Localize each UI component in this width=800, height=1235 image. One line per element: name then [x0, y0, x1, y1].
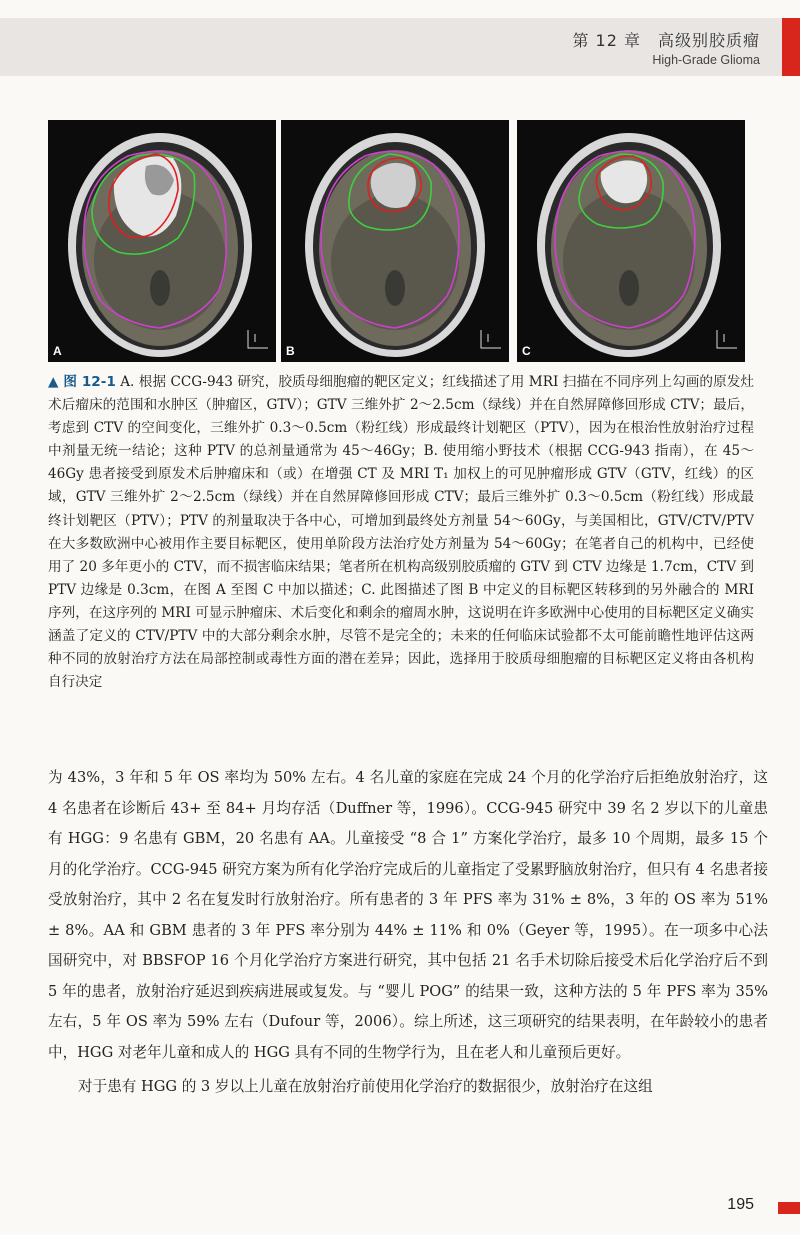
panel-label-b: B — [286, 344, 295, 358]
body-text — [48, 763, 768, 1103]
panel-label-a: A — [53, 344, 62, 358]
chapter-subtitle: High-Grade Glioma — [652, 53, 760, 67]
mri-image-c — [517, 120, 745, 362]
figure-caption-text: A. 根据 CCG-943 研究，胶质母细胞瘤的靶区定义；红线描述了用 MRI 扫描在不同序列上勾画的原发灶术后瘤床的范围和水肿区（肿瘤区，GTV）；GTV 三维外扩 2～2.5cm（绿线）并在自然屏障修回形成 CTV；最后，考虑到 CTV 的空间变化，三维外扩 0.3～0.5cm（粉红线）形成最终计划靶区（PTV），因为在根治性放射治疗过程中剂量无统一结论；这种 PTV 的总剂量通常为 45～46Gy；B. 使用缩小野技术（根据 CCG-943 指南），在 45～46Gy 患者接受到原发术后肿瘤床和（或）在增强 CT 及 MRI T₁ 加权上的可见肿瘤形成 GTV（GTV，红线）的区域，GTV 三维外扩 2～2.5cm（绿线）并在自然屏障修回形成 CTV；最后三维外扩 0.3～0.5cm（粉红线）形成最终计划靶区（PTV）；PTV 的剂量取决于各中心，可增加到最终处方剂量 54～60Gy，与美国相比，GTV/CTV/PTV 在大多数欧洲中心被用作主要目标靶区，使用单阶段方法治疗处方剂量为 54～60Gy；在笔者自己的机构中，已经使用了 20 多年更小的 CTV，而不损害临床结果；笔者所在机构高级别胶质瘤的 GTV 到 CTV 边缘是 1.7cm，CTV 到 PTV 边缘是 0.3cm，在图 A 至图 C 中加以描述；C. 此图描述了图 B 中定义的目标靶区转移到的另外融合的 MRI 序列，在这序列的 MRI 可显示肿瘤床、术后变化和剩余的瘤周水肿，这说明在许多欧洲中心使用的目标靶区定义确实涵盖了定义的 CTV/PTV 中的大部分剩余水肿，尽管不是完全的；未来的任何临床试验都不太可能前瞻性地评估这两种不同的放射治疗方法在局部控制或毒性方面的潜在差异；因此，选择用于胶质母细胞瘤的目标靶区定义将由各机构自行决定 — [48, 374, 755, 691]
panel-label-c: C — [522, 344, 531, 358]
mri-image-a — [48, 120, 276, 362]
mri-panel-b — [281, 120, 509, 362]
chapter-title: 第 12 章 高级别胶质瘤 — [572, 31, 760, 50]
figure-caption — [48, 371, 754, 694]
body-paragraph-2: 对于患有 HGG 的 3 岁以上儿童在放射治疗前使用化学治疗的数据很少，放射治疗在这组 — [78, 1078, 653, 1095]
mri-panel-a — [48, 120, 276, 362]
footer-accent-bar — [778, 1202, 800, 1214]
mri-panel-c — [517, 120, 745, 362]
header-accent-bar — [782, 18, 800, 76]
body-paragraph-1: 为 43%，3 年和 5 年 OS 率均为 50% 左右。4 名儿童的家庭在完成 24 个月的化学治疗后拒绝放射治疗，这 4 名患者在诊断后 43+ 至 84+ 月均存活（Duffner 等，1996）。CCG-945 研究中 39 名 2 岁以下的儿童患有 HGG：9 名患有 GBM，20 名患有 AA。儿童接受 “8 合 1” 方案化学治疗，最多 10 个周期，最多 15 个月的化学治疗。CCG-945 研究方案为所有化学治疗完成后的儿童指定了受累野脑放射治疗，但只有 4 名患者接受放射治疗，其中 2 名在复发时行放射治疗。所有患者的 3 年 PFS 率为 31% ± 8%，3 年的 OS 率为 51% ± 8%。AA 和 GBM 患者的 3 年 PFS 率分别为 44% ± 11% 和 0%（Geyer 等，1995）。在一项多中心法国研究中，对 BBSFOP 16 个月化学治疗方案进行研究，其中包括 21 名手术切除后接受术后化学治疗后不到 5 年的患者，放射治疗延迟到疾病进展或复发。与 “婴儿 POG” 的结果一致，这种方法的 5 年 PFS 率为 35% 左右，5 年 OS 率为 59% 左右（Dufour 等，2006）。综上所述，这三项研究的结果表明，在年龄较小的患者中，HGG 对老年儿童和成人的 HGG 具有不同的生物学行为，且在老人和儿童预后更好。 — [48, 769, 768, 1061]
mri-figure — [48, 120, 754, 362]
figure-caption-label: ▲ 图 12-1 — [48, 374, 116, 390]
mri-image-b — [281, 120, 509, 362]
page-number: 195 — [727, 1196, 754, 1213]
